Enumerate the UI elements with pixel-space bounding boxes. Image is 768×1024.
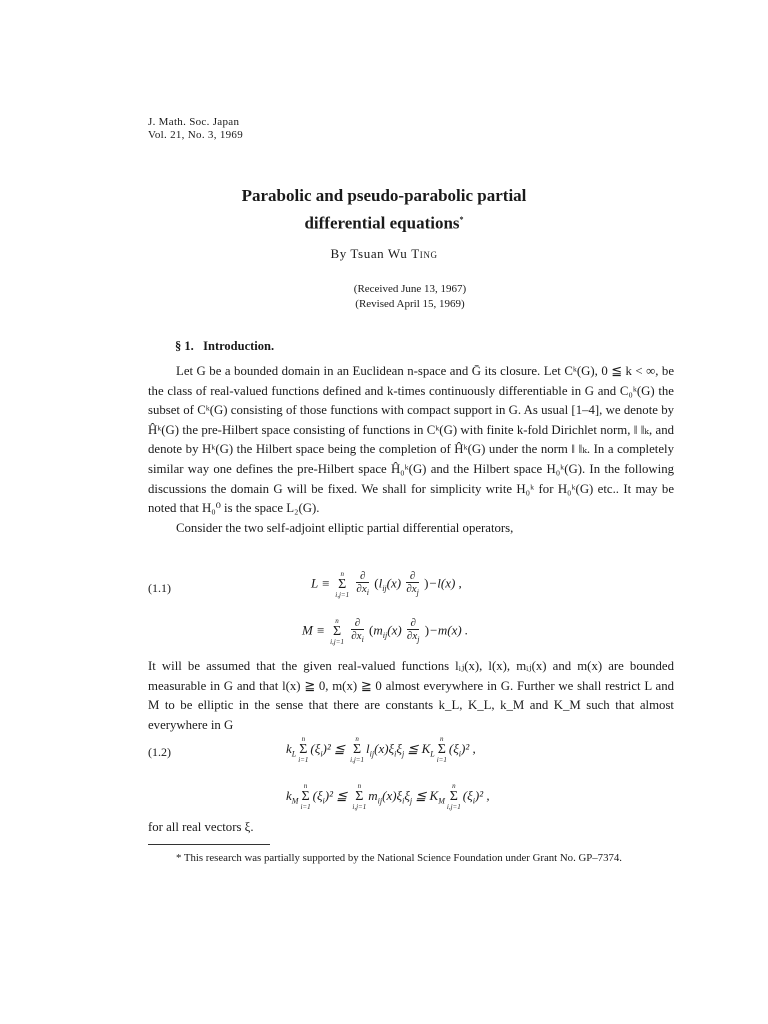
author-line — [0, 246, 768, 262]
partial-fraction: $\frac{\partial}{\partial x_i}$ — [356, 570, 369, 598]
received-date: (Received June 13, 1967) — [353, 283, 467, 295]
eq-m-rhs: −m(x) . — [429, 622, 469, 638]
revised-date: (Revised April 15, 1969) — [355, 298, 465, 310]
author-surname: Ting — [411, 246, 438, 261]
author-byline: By Tsuan Wu — [330, 246, 408, 261]
partial-fraction: $\frac{\partial}{\partial x_j}$ — [406, 617, 420, 645]
closing-paragraph — [148, 818, 674, 838]
equation-1-2-line-1: $k_Ln$ Σ $i=1(\xi_i)^2$ ≦ n Σ $i,j=1l_{ij}(x)\xi_i\xi_j$ ≦ $K_Ln$ Σ $i=1(\xi_i)^2$ , — [286, 735, 476, 764]
section-number: § 1. — [175, 339, 194, 353]
section-heading — [175, 339, 274, 354]
equation-1-2-line-2: $k_Mn$ Σ $i=1(\xi_i)^2$ ≦ n Σ $i,j=1m_{ij}(x)\xi_i\xi_j$ ≦ $K_Mn$ Σ $i,j=1(\xi_i)^2$ , — [286, 782, 490, 811]
paragraph-3: It will be assumed that the given real-valued functions lᵢⱼ(x), l(x), mᵢⱼ(x) and m(x) are bounded measurable in G and that l(x) ≧ 0, m(x) ≧ 0 almost everywhere in G. Further we shall restrict L and M to be elliptic in the sense that there are constants k_L, K_L, k_M and K_M such that almost everywhere in G — [148, 659, 674, 732]
paragraph-2: Consider the two self-adjoint elliptic partial differential operators, — [176, 520, 514, 535]
equation-number-1-1: (1.1) — [148, 581, 171, 595]
footnote-rule — [148, 844, 270, 845]
equation-1-1-line-1: L ≡ n Σ i,j=1 $\frac{\partial}{\partial x_i}$ ($l_{ij}(x)$ $\frac{\partial}{\partial x_j}$ )−l(x) , — [311, 569, 462, 599]
sum-symbol: n Σ i,j=1 — [330, 616, 344, 646]
dates-block — [0, 282, 768, 312]
sum-symbol: n Σ i,j=1 — [335, 569, 350, 599]
paragraph-4: for all real vectors ξ. — [148, 820, 254, 834]
partial-fraction: $\frac{\partial}{\partial x_i}$ — [351, 617, 364, 645]
title-line-1: Parabolic and pseudo-parabolic partial — [241, 186, 527, 205]
paragraph-1: Let G be a bounded domain in an Euclidean n-space and Ḡ its closure. Let Cᵏ(G), 0 ≦ k < ∞, be the class of real-valued functions defined and k-times continuously differentiable in G and C₀ᵏ(G) the subset of Cᵏ(G) consisting of those functions with compact support in G. As usual [1–4], we denote by Ĥᵏ(G) the pre-Hilbert space consisting of functions in Cᵏ(G) with finite k-fold Dirichlet norm, ‖ ‖ₖ, and denote by Hᵏ(G) the Hilbert space being the completion of Ĥᵏ(G) under the norm ‖ ‖ₖ. In a completely similar way one defines the pre-Hilbert space Ĥ₀ᵏ(G) and the Hilbert space H₀ᵏ(G). In the following discussions the domain G will be fixed. We shall for simplicity write H₀ᵏ for H₀ᵏ(G) etc.. It may be noted that H₀⁰ is the space L₂(G). — [148, 364, 674, 516]
assumption-paragraph — [148, 657, 674, 735]
journal-name: J. Math. Soc. Japan — [148, 116, 240, 128]
title-line-2: differential equations* — [304, 213, 464, 233]
equation-number-1-2: (1.2) — [148, 745, 171, 759]
eq-l-lhs: L ≡ — [311, 575, 331, 591]
journal-citation — [148, 116, 243, 142]
intro-body — [148, 362, 674, 538]
footnote-text: * This research was partially supported by the National Science Foundation under Grant No. GP–7374. — [176, 852, 622, 864]
eq-l-rhs: −l(x) , — [428, 575, 462, 591]
partial-fraction: $\frac{\partial}{\partial x_j}$ — [406, 570, 419, 598]
eq-m-lhs: M ≡ — [302, 622, 325, 638]
journal-volume: Vol. 21, No. 3, 1969 — [148, 129, 244, 141]
equation-1-1-line-2: M ≡ n Σ i,j=1 $\frac{\partial}{\partial x_i}$ ($m_{ij}(x)$ $\frac{\partial}{\partial x_j}$ )−m(x) . — [302, 616, 469, 646]
footnote — [148, 851, 678, 865]
paper-title — [0, 184, 768, 236]
section-title: Introduction. — [203, 339, 275, 353]
title-footnote-mark: * — [459, 215, 464, 224]
